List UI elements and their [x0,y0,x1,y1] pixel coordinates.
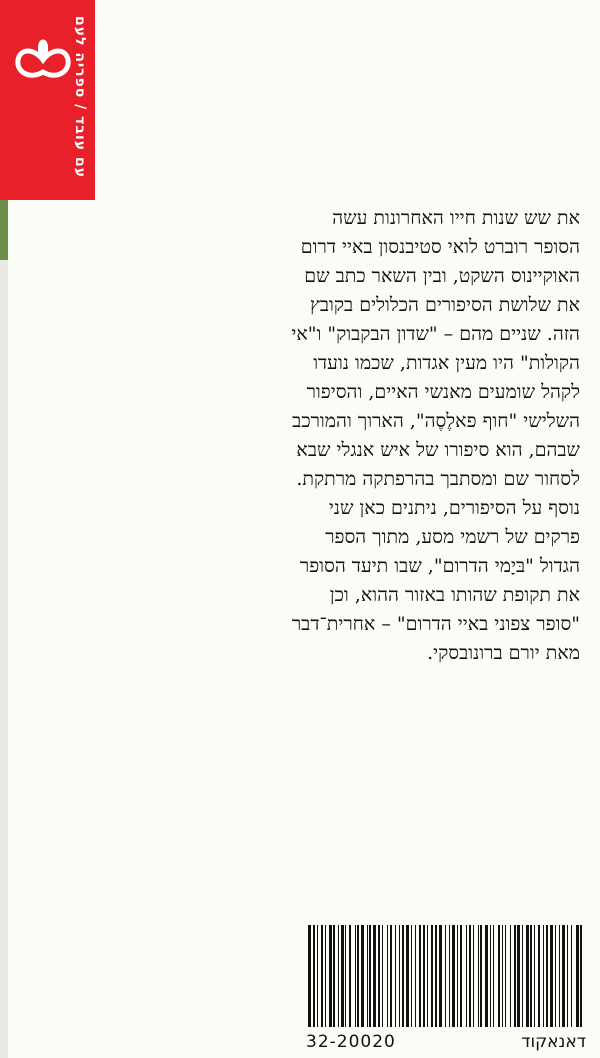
barcode-bar [449,925,450,1027]
barcode-bar [522,925,523,1027]
barcode-bar [571,925,572,1027]
barcode-bar [490,925,491,1027]
barcode-bar [419,925,421,1027]
blurb-line: את שש שנות חייו האחרונות עשה [332,207,580,229]
barcode-bar [367,925,368,1027]
barcode-bar [423,925,425,1027]
barcode-bar [411,925,412,1027]
barcode-bar [562,925,565,1027]
blurb-line: הסופר רוברט לואי סטיבנסון באיי דרום [300,236,580,258]
barcode-bar [373,925,376,1027]
barcode-bar [406,925,409,1027]
spine-green-mark [0,200,8,260]
barcode-bar [530,925,532,1027]
blurb-line: מאת יורם ברונובסקי. [427,642,580,664]
blurb-line: את שלושת הסיפורים הכלולים בקובץ [309,294,580,316]
barcode-bar [325,925,326,1027]
barcode-bar [550,925,553,1027]
blurb-line: את תקופת שהותו באזור ההוא, וכן [329,584,580,606]
blurb-line: הקולות" היו מעין אגדות, שכמו נועדו [313,352,580,374]
barcode-bar [469,925,471,1027]
barcode-bar [317,925,318,1027]
barcode-bar [427,925,428,1027]
barcode-bar [580,925,582,1027]
barcode-bar [457,925,458,1027]
barcode-bar [460,925,462,1027]
barcode-bar [399,925,400,1027]
barcode-bar [538,925,540,1027]
barcode-bar [395,925,396,1027]
barcode-bar [333,925,335,1027]
barcode-bar [452,925,455,1027]
barcode-bar [480,925,482,1027]
blurb-line: לקהל שומעים מאנשי האיים, והסיפור [306,381,580,403]
blurb-line: שבהם, הוא סיפורו של איש אנגלי שבא [296,439,580,461]
barcode-bar [349,925,351,1027]
barcode-bar [546,925,548,1027]
barcode-number: 32-20020 [306,1032,396,1052]
blurb-line: לסחור שם ומסתבך בהרפתקה מרתקת. [296,468,580,490]
barcode-bar [466,925,467,1027]
barcode-bar [478,925,479,1027]
barcode-bar [402,925,404,1027]
barcode-bar [338,925,339,1027]
barcode-bar [555,925,556,1027]
barcode-bar [321,925,323,1027]
barcode-bar [382,925,383,1027]
barcode-bar [369,925,371,1027]
barcode-bar [313,925,315,1027]
barcode-bar [329,925,332,1027]
barcode-bar [473,925,474,1027]
blurb-line: האוקיינוס השקט, ובין השאר כתב שם [304,265,580,287]
barcode-bar [514,925,516,1027]
barcode-bar [517,925,520,1027]
blurb-line: "סופר צפוני באיי הדרום" – אחרית־דבר [291,613,580,635]
barcode-bar [378,925,380,1027]
blurb-line: הזה. שניים מהם – "שדון הבקבוק" ו"אי [291,323,580,345]
barcode-bar [498,925,500,1027]
barcode-bar [559,925,560,1027]
barcode-bar [308,925,311,1027]
barcode-label: דאנאקוד [521,1032,586,1052]
barcode-bar [357,925,359,1027]
barcode-bar [502,925,503,1027]
barcode-bar [355,925,356,1027]
barcode-bar [510,925,511,1027]
blurb-line: הגדול "בּיָמי הדרום", שבו תיעד הסופר [299,555,580,577]
barcode-bar [534,925,535,1027]
publisher-name: עם עובד / ספריה לעם [72,16,88,179]
barcode-caption [306,1030,586,1054]
barcode [306,925,586,1027]
barcode-bar [567,925,568,1027]
barcode-bar [445,925,446,1027]
barcode-bar [505,925,506,1027]
barcode-bar [526,925,529,1027]
barcode-bar [345,925,346,1027]
barcode-bar [485,925,488,1027]
barcode-bar [435,925,437,1027]
publisher-badge [0,0,95,200]
barcode-bar [493,925,494,1027]
barcode-bar [543,925,544,1027]
barcode-bar [387,925,388,1027]
barcode-bar [390,925,392,1027]
blurb-line: נוסף על הסיפורים, ניתנים כאן שני [328,497,580,519]
barcode-bar [361,925,364,1027]
barcode-bar [431,925,433,1027]
barcode-bar [415,925,416,1027]
back-cover-blurb [200,204,580,668]
barcode-bar [576,925,579,1027]
blurb-line: השלישי "חוף פאלֶסֶה", הארוך והמורכב [292,410,580,432]
blurb-line: פרקים של רשמי מסע, מתוך הספר [325,526,580,548]
barcode-bar [439,925,442,1027]
barcode-bar [341,925,344,1027]
